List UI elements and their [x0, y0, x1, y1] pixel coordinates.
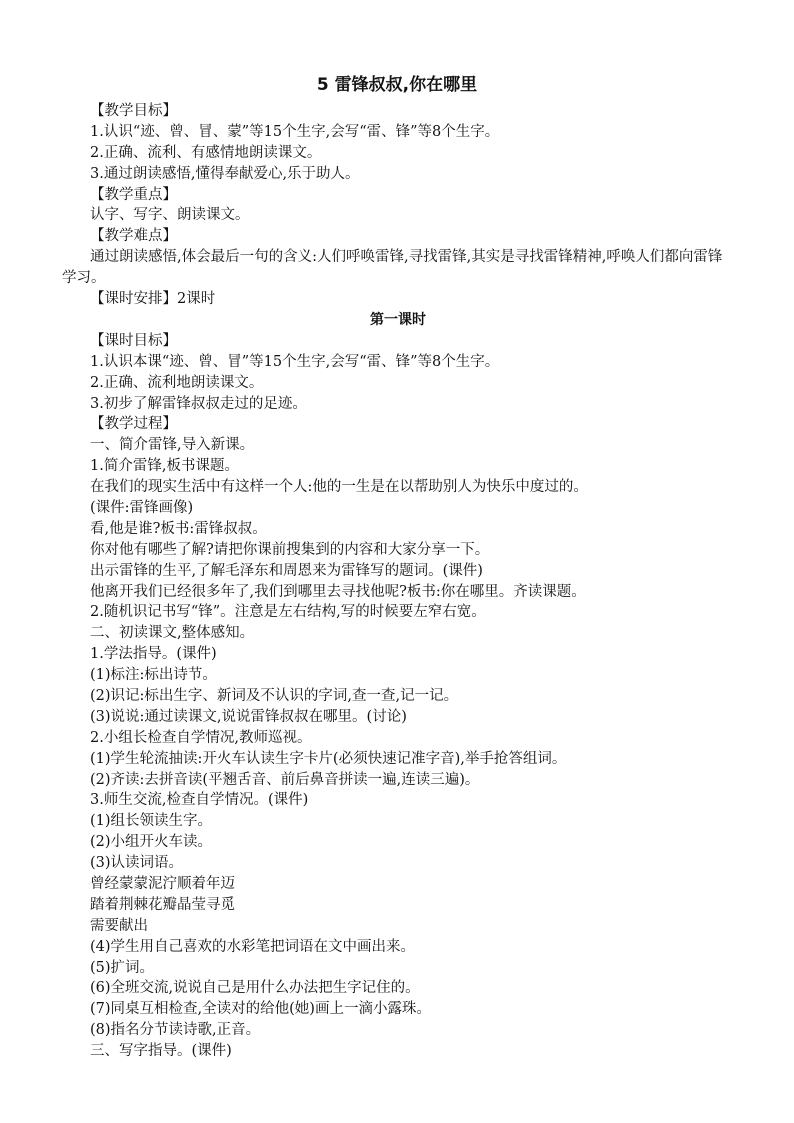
text-line: (8)指名分节读诗歌,正音。	[90, 1022, 261, 1039]
text-line: 1.认识本课“迹、曾、冒”等15个生字,会写“雷、锋”等8个生字。	[90, 353, 500, 370]
text-line: 3.师生交流,检查自学情况。(课件)	[90, 792, 309, 809]
document-title: 5 雷锋叔叔,你在哪里	[316, 75, 478, 95]
text-line: 他离开我们已经很多年了,我们到哪里去寻找他呢?板书:你在哪里。齐读课题。	[90, 583, 586, 600]
text-line: 二、初读课文,整体感知。	[90, 625, 255, 642]
section-heading: 第一课时	[370, 311, 426, 328]
text-line: 【教学重点】	[90, 186, 177, 203]
text-line: 【教学过程】	[90, 416, 177, 433]
text-line: 3.初步了解雷锋叔叔走过的足迹。	[90, 395, 307, 412]
text-line: 【教学难点】	[90, 228, 177, 245]
text-line: (1)组长领读生字。	[90, 813, 213, 830]
text-line: 1.学法指导。(课件)	[90, 646, 217, 663]
text-line: (2)小组开火车读。	[90, 834, 213, 851]
text-line: 2.正确、流利地朗读课文。	[90, 374, 264, 391]
text-line: 你对他有哪些了解?请把你课前搜集到的内容和大家分享一下。	[90, 541, 490, 558]
text-line: (4)学生用自己喜欢的水彩笔把词语在文中画出来。	[90, 938, 416, 955]
text-line: 出示雷锋的生平,了解毛泽东和周恩来为雷锋写的题词。(课件)	[90, 562, 483, 579]
text-line: 认字、写字、朗读课文。	[90, 207, 250, 224]
text-line: (2)识记:标出生字、新词及不认识的字词,查一查,记一记。	[90, 687, 459, 704]
text-line: (3)说说:通过读课文,说说雷锋叔叔在哪里。(讨论)	[90, 708, 407, 725]
text-line: (5)扩词。	[90, 959, 155, 976]
text-line: (课件:雷锋画像)	[90, 499, 194, 516]
text-line: (3)认读词语。	[90, 855, 184, 872]
text-line: (1)学生轮流抽读:开火车认读生字卡片(必须快速记准字音),举手抢答组词。	[90, 750, 567, 767]
text-line: 2.随机识记书写“锋”。注意是左右结构,写的时候要左窄右宽。	[90, 604, 486, 621]
text-line: 2.正确、流利、有感情地朗读课文。	[90, 144, 322, 161]
text-line: 3.通过朗读感悟,懂得奉献爱心,乐于助人。	[90, 165, 360, 182]
text-line: (7)同桌互相检查,全读对的给他(她)画上一滴小露珠。	[90, 1001, 431, 1018]
text-line: (6)全班交流,说说自己是用什么办法把生字记住的。	[90, 980, 420, 997]
text-line: 【课时目标】	[90, 332, 177, 349]
text-line: 1.认识“迹、曾、冒、蒙”等15个生字,会写“雷、锋”等8个生字。	[90, 123, 500, 140]
text-line: 【教学目标】	[90, 103, 177, 119]
text-line: (1)标注:标出诗节。	[90, 667, 217, 684]
text-line: 踏着荆棘花瓣晶莹寻觅	[90, 896, 235, 913]
text-line: 看,他是谁?板书:雷锋叔叔。	[90, 520, 267, 537]
text-line: 1.简介雷锋,板书课题。	[90, 458, 239, 475]
text-line: 三、写字指导。(课件)	[90, 1043, 232, 1060]
text-line: 【课时安排】2课时	[90, 291, 216, 308]
document-body	[62, 101, 734, 1062]
text-line: (2)齐读:去拼音读(平翘舌音、前后鼻音拼读一遍,连读三遍)。	[90, 771, 480, 788]
text-line: 曾经蒙蒙泥泞顺着年迈	[90, 875, 235, 892]
text-line: 在我们的现实生活中有这样一个人:他的一生是在以帮助别人为快乐中度过的。	[90, 479, 588, 496]
text-line: 需要献出	[90, 917, 148, 934]
text-line: 通过朗读感悟,体会最后一句的含义:人们呼唤雷锋,寻找雷锋,其实是寻找雷锋精神,呼唤人们都向雷锋学习。	[62, 249, 723, 287]
text-line: 2.小组长检查自学情况,教师巡视。	[90, 729, 312, 746]
text-line: 一、简介雷锋,导入新课。	[90, 437, 255, 454]
